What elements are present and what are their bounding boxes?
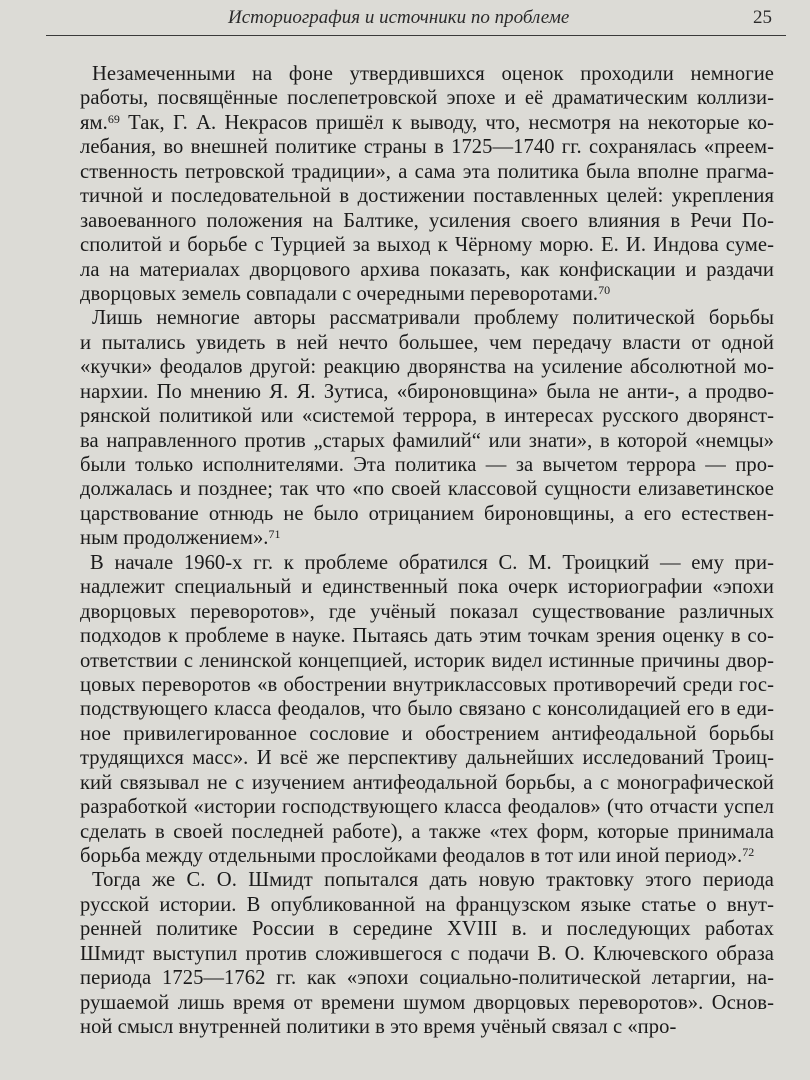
body-text <box>80 62 774 1040</box>
text-line <box>80 526 774 550</box>
text-line <box>80 86 774 110</box>
text-run: Незамеченными на фоне утвердившихся оценок проходили немногие <box>92 63 774 85</box>
text-run: лебания, во внешней политике страны в 1725—1740 гг. сохранялась «преем- <box>80 136 774 159</box>
text-line <box>80 306 774 330</box>
text-line <box>80 453 774 477</box>
running-head <box>0 0 810 36</box>
text-line <box>80 331 774 355</box>
text-run: надлежит специальный и единственный пока очерк историографии «эпохи <box>80 576 774 599</box>
footnote-ref: 71 <box>268 527 281 542</box>
text-run: Лишь немногие авторы рассматривали проблему политической борьбы <box>92 307 774 330</box>
text-run: работы, посвящённые послепетровской эпохе и её драматическим коллизи- <box>80 87 774 110</box>
text-line <box>80 184 774 208</box>
text-line <box>80 746 774 770</box>
text-line <box>80 820 774 844</box>
text-line <box>80 917 774 941</box>
text-line <box>80 966 774 990</box>
text-run: и пытались увидеть в ней нечто большее, чем передачу власти от одной <box>80 331 774 354</box>
paragraph <box>80 868 774 1039</box>
header-rule <box>46 35 786 36</box>
footnote-ref: 69 <box>107 111 120 126</box>
text-line <box>80 282 774 306</box>
text-run: ва направленного против „старых фамилий“ или знати», в которой «немцы» <box>80 429 774 452</box>
text-line <box>80 380 774 404</box>
text-run: рянской политикой или «системой террора, в интересах русского дворянст- <box>80 405 774 428</box>
text-run: ответствии с ленинской концепцией, историк видел истинные причины двор- <box>80 649 774 672</box>
text-run: Шмидт выступил против сложившегося с подачи В. О. Ключевского образа <box>80 942 774 965</box>
text-line <box>80 624 774 648</box>
text-run: Так, Г. А. Некрасов пришёл к выводу, что, несмотря на некоторые ко- <box>119 111 774 134</box>
text-run: В начале 1960-х гг. к проблеме обратился С. М. Троицкий — ему при- <box>90 551 774 574</box>
text-line <box>80 429 774 453</box>
text-line <box>80 673 774 697</box>
text-run: кий связывал не с изучением антифеодальной борьбы, а с монографической <box>80 771 774 794</box>
text-run: Тогда же С. О. Шмидт попытался дать новую трактовку этого периода <box>92 869 774 892</box>
text-line <box>80 355 774 379</box>
text-line <box>80 404 774 428</box>
paragraph <box>80 306 774 550</box>
text-line <box>80 62 774 86</box>
text-run: «кучки» феодалов другой: реакцию дворянства на усиление абсолютной мо- <box>80 356 774 379</box>
text-run: дворцовых переворотов», где учёный показал существование различных <box>80 600 774 623</box>
paragraph <box>80 551 774 869</box>
text-line <box>80 233 774 257</box>
text-run: борьба между отдельными прослойками феодалов в тот или иной период». <box>80 845 743 867</box>
text-line <box>80 649 774 673</box>
text-run: ям. <box>80 111 108 134</box>
text-line <box>80 477 774 501</box>
text-run: русской истории. В опубликованной на французском языке статье о внут- <box>80 893 774 916</box>
text-run: должалась и позднее; так что «по своей классовой сущности елизаветинское <box>80 478 774 501</box>
paragraph <box>80 62 774 306</box>
text-line <box>80 502 774 526</box>
text-line <box>80 893 774 917</box>
text-run: подствующего класса феодалов, что было связано с консолидацией его в еди- <box>80 698 774 721</box>
running-title: Историография и источники по проблеме <box>228 7 570 28</box>
text-run: рушаемой лишь время от времени шумом дворцовых переворотов». Основ- <box>80 991 774 1014</box>
text-run: царствование отнюдь не было отрицанием бироновщины, а его естествен- <box>80 502 774 525</box>
text-line <box>80 942 774 966</box>
text-line <box>80 209 774 233</box>
text-run: сполитой и борьбе с Турцией за выход к Чёрному морю. Е. И. Индова суме- <box>80 234 774 257</box>
text-line <box>80 868 774 892</box>
text-run: ла на материалах дворцового архива показать, как конфискации и раздачи <box>80 258 774 281</box>
text-run: тичной и последовательной в достижении поставленных целей: укрепления <box>80 185 774 208</box>
text-run: ным продолжением». <box>80 527 269 550</box>
text-line <box>80 258 774 282</box>
text-run: подходов к проблеме в науке. Пытаясь дать этим точкам зрения оценку в со- <box>80 625 774 648</box>
text-line <box>80 795 774 819</box>
text-line <box>80 575 774 599</box>
text-run: ственность петровской традиции», а сама эта политика была вполне прагма- <box>80 160 774 183</box>
footnote-ref: 70 <box>598 282 611 297</box>
footnote-ref: 72 <box>742 845 755 859</box>
text-run: разработкой «истории господствующего класса феодалов» (что отчасти успел <box>80 796 774 819</box>
text-line <box>80 111 774 135</box>
text-line <box>80 551 774 575</box>
text-run: цовых переворотов «в обострении внутриклассовых противоречий среди гос- <box>80 673 774 696</box>
page-number: 25 <box>753 7 772 28</box>
text-run: ренней политике России в середине XVIII в. и последующих работах <box>80 918 774 941</box>
text-run: ное привилегированное сословие и обострением антифеодальной борьбы <box>80 722 774 745</box>
text-run: трудящихся масс». И всё же перспективу дальнейших исследований Троиц- <box>80 747 774 770</box>
text-line <box>80 722 774 746</box>
text-run: периода 1725—1762 гг. как «эпохи социально-политической летаргии, на- <box>80 967 774 990</box>
text-line <box>80 160 774 184</box>
text-line <box>80 135 774 159</box>
text-line <box>80 697 774 721</box>
text-run: завоеванного положения на Балтике, усиления своего влияния в Речи По- <box>80 209 774 232</box>
text-run: сделать в своей последней работе), а также «тех форм, которые принимала <box>80 820 774 843</box>
text-line <box>80 600 774 624</box>
text-run: дворцовых земель совпадали с очередными переворотами. <box>80 282 599 305</box>
text-line <box>80 844 774 868</box>
text-run: ной смысл внутренней политики в это время учёный связал с «про- <box>80 1016 677 1039</box>
text-run: нархии. По мнению Я. Я. Зутиса, «бироновщина» была не анти-, а продво- <box>80 380 774 403</box>
text-run: были только исполнителями. Эта политика — за вычетом террора — про- <box>80 454 774 476</box>
text-line <box>80 991 774 1015</box>
text-line <box>80 1015 774 1039</box>
text-line <box>80 771 774 795</box>
